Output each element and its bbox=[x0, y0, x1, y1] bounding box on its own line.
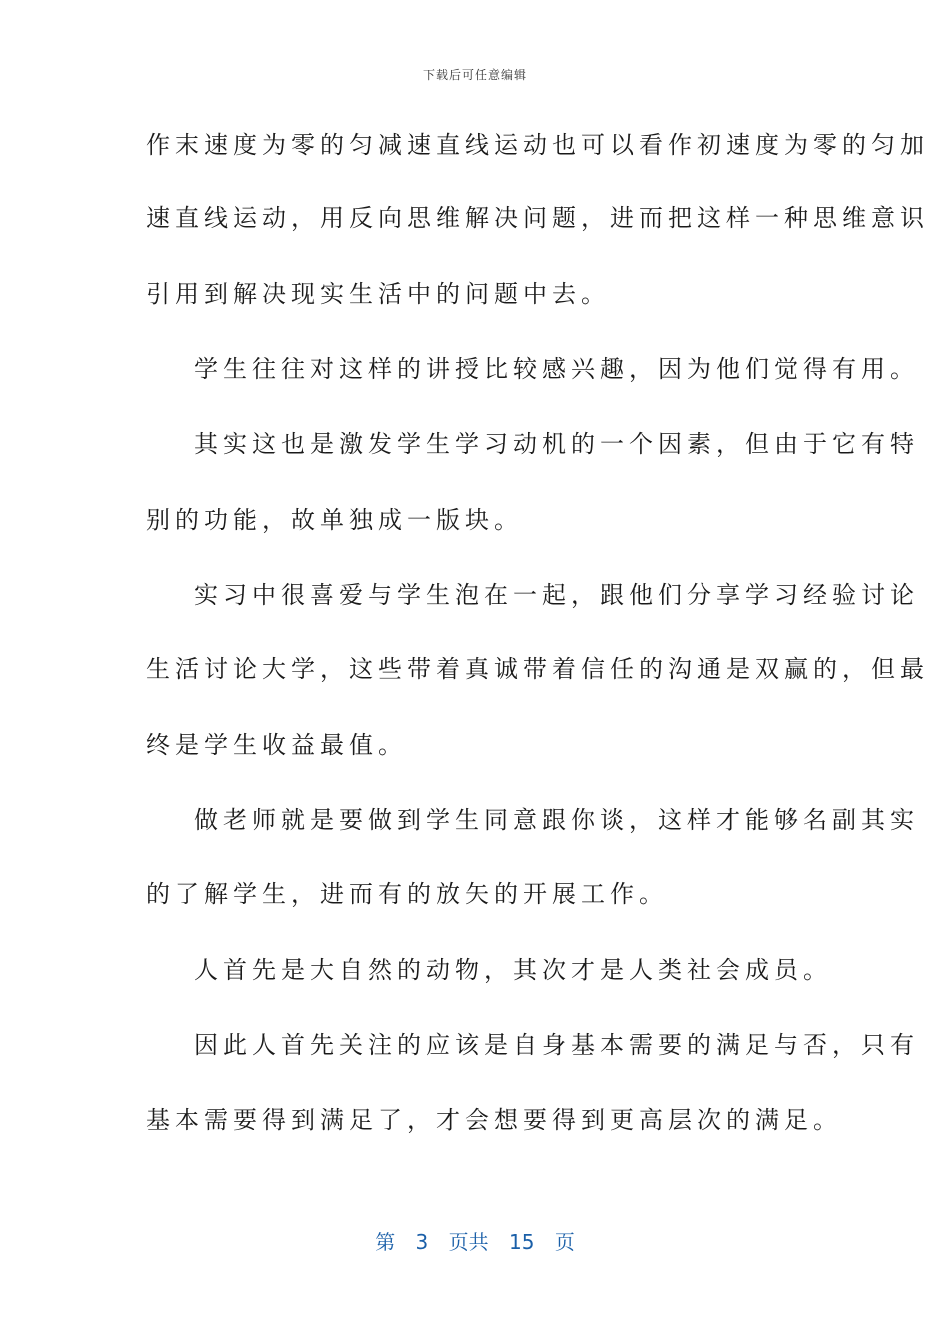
footer-total-pages: 15 bbox=[509, 1230, 535, 1254]
page-footer bbox=[0, 1226, 950, 1255]
text-line: 终是学生收益最值。 bbox=[146, 731, 407, 759]
paragraph-start-line: 实习中很喜爱与学生泡在一起，跟他们分享学习经验讨论 bbox=[194, 581, 919, 609]
text-line: 作末速度为零的匀减速直线运动也可以看作初速度为零的匀加 bbox=[146, 131, 929, 159]
text-line: 生活讨论大学，这些带着真诚带着信任的沟通是双赢的，但最 bbox=[146, 655, 929, 683]
text-line: 的了解学生，进而有的放矢的开展工作。 bbox=[146, 880, 668, 908]
paragraph-start-line: 人首先是大自然的动物，其次才是人类社会成员。 bbox=[194, 956, 832, 984]
page-header: 下载后可任意编辑 bbox=[422, 68, 527, 82]
footer-ye: 页 bbox=[554, 1230, 575, 1254]
text-line: 基本需要得到满足了，才会想要得到更高层次的满足。 bbox=[146, 1106, 842, 1134]
text-line: 引用到解决现实生活中的问题中去。 bbox=[146, 280, 610, 308]
text-line: 速直线运动，用反向思维解决问题，进而把这样一种思维意识 bbox=[146, 204, 929, 232]
paragraph-start-line: 因此人首先关注的应该是自身基本需要的满足与否，只有 bbox=[194, 1031, 919, 1059]
text-line: 别的功能，故单独成一版块。 bbox=[146, 506, 523, 534]
paragraph-start-line: 其实这也是激发学生学习动机的一个因素，但由于它有特 bbox=[194, 430, 919, 458]
paragraph-start-line: 做老师就是要做到学生同意跟你谈，这样才能够名副其实 bbox=[194, 806, 919, 834]
footer-ye-gong: 页共 bbox=[448, 1230, 489, 1254]
footer-di: 第 bbox=[375, 1230, 396, 1254]
paragraph-start-line: 学生往往对这样的讲授比较感兴趣，因为他们觉得有用。 bbox=[194, 355, 919, 383]
footer-current-page: 3 bbox=[415, 1230, 429, 1254]
